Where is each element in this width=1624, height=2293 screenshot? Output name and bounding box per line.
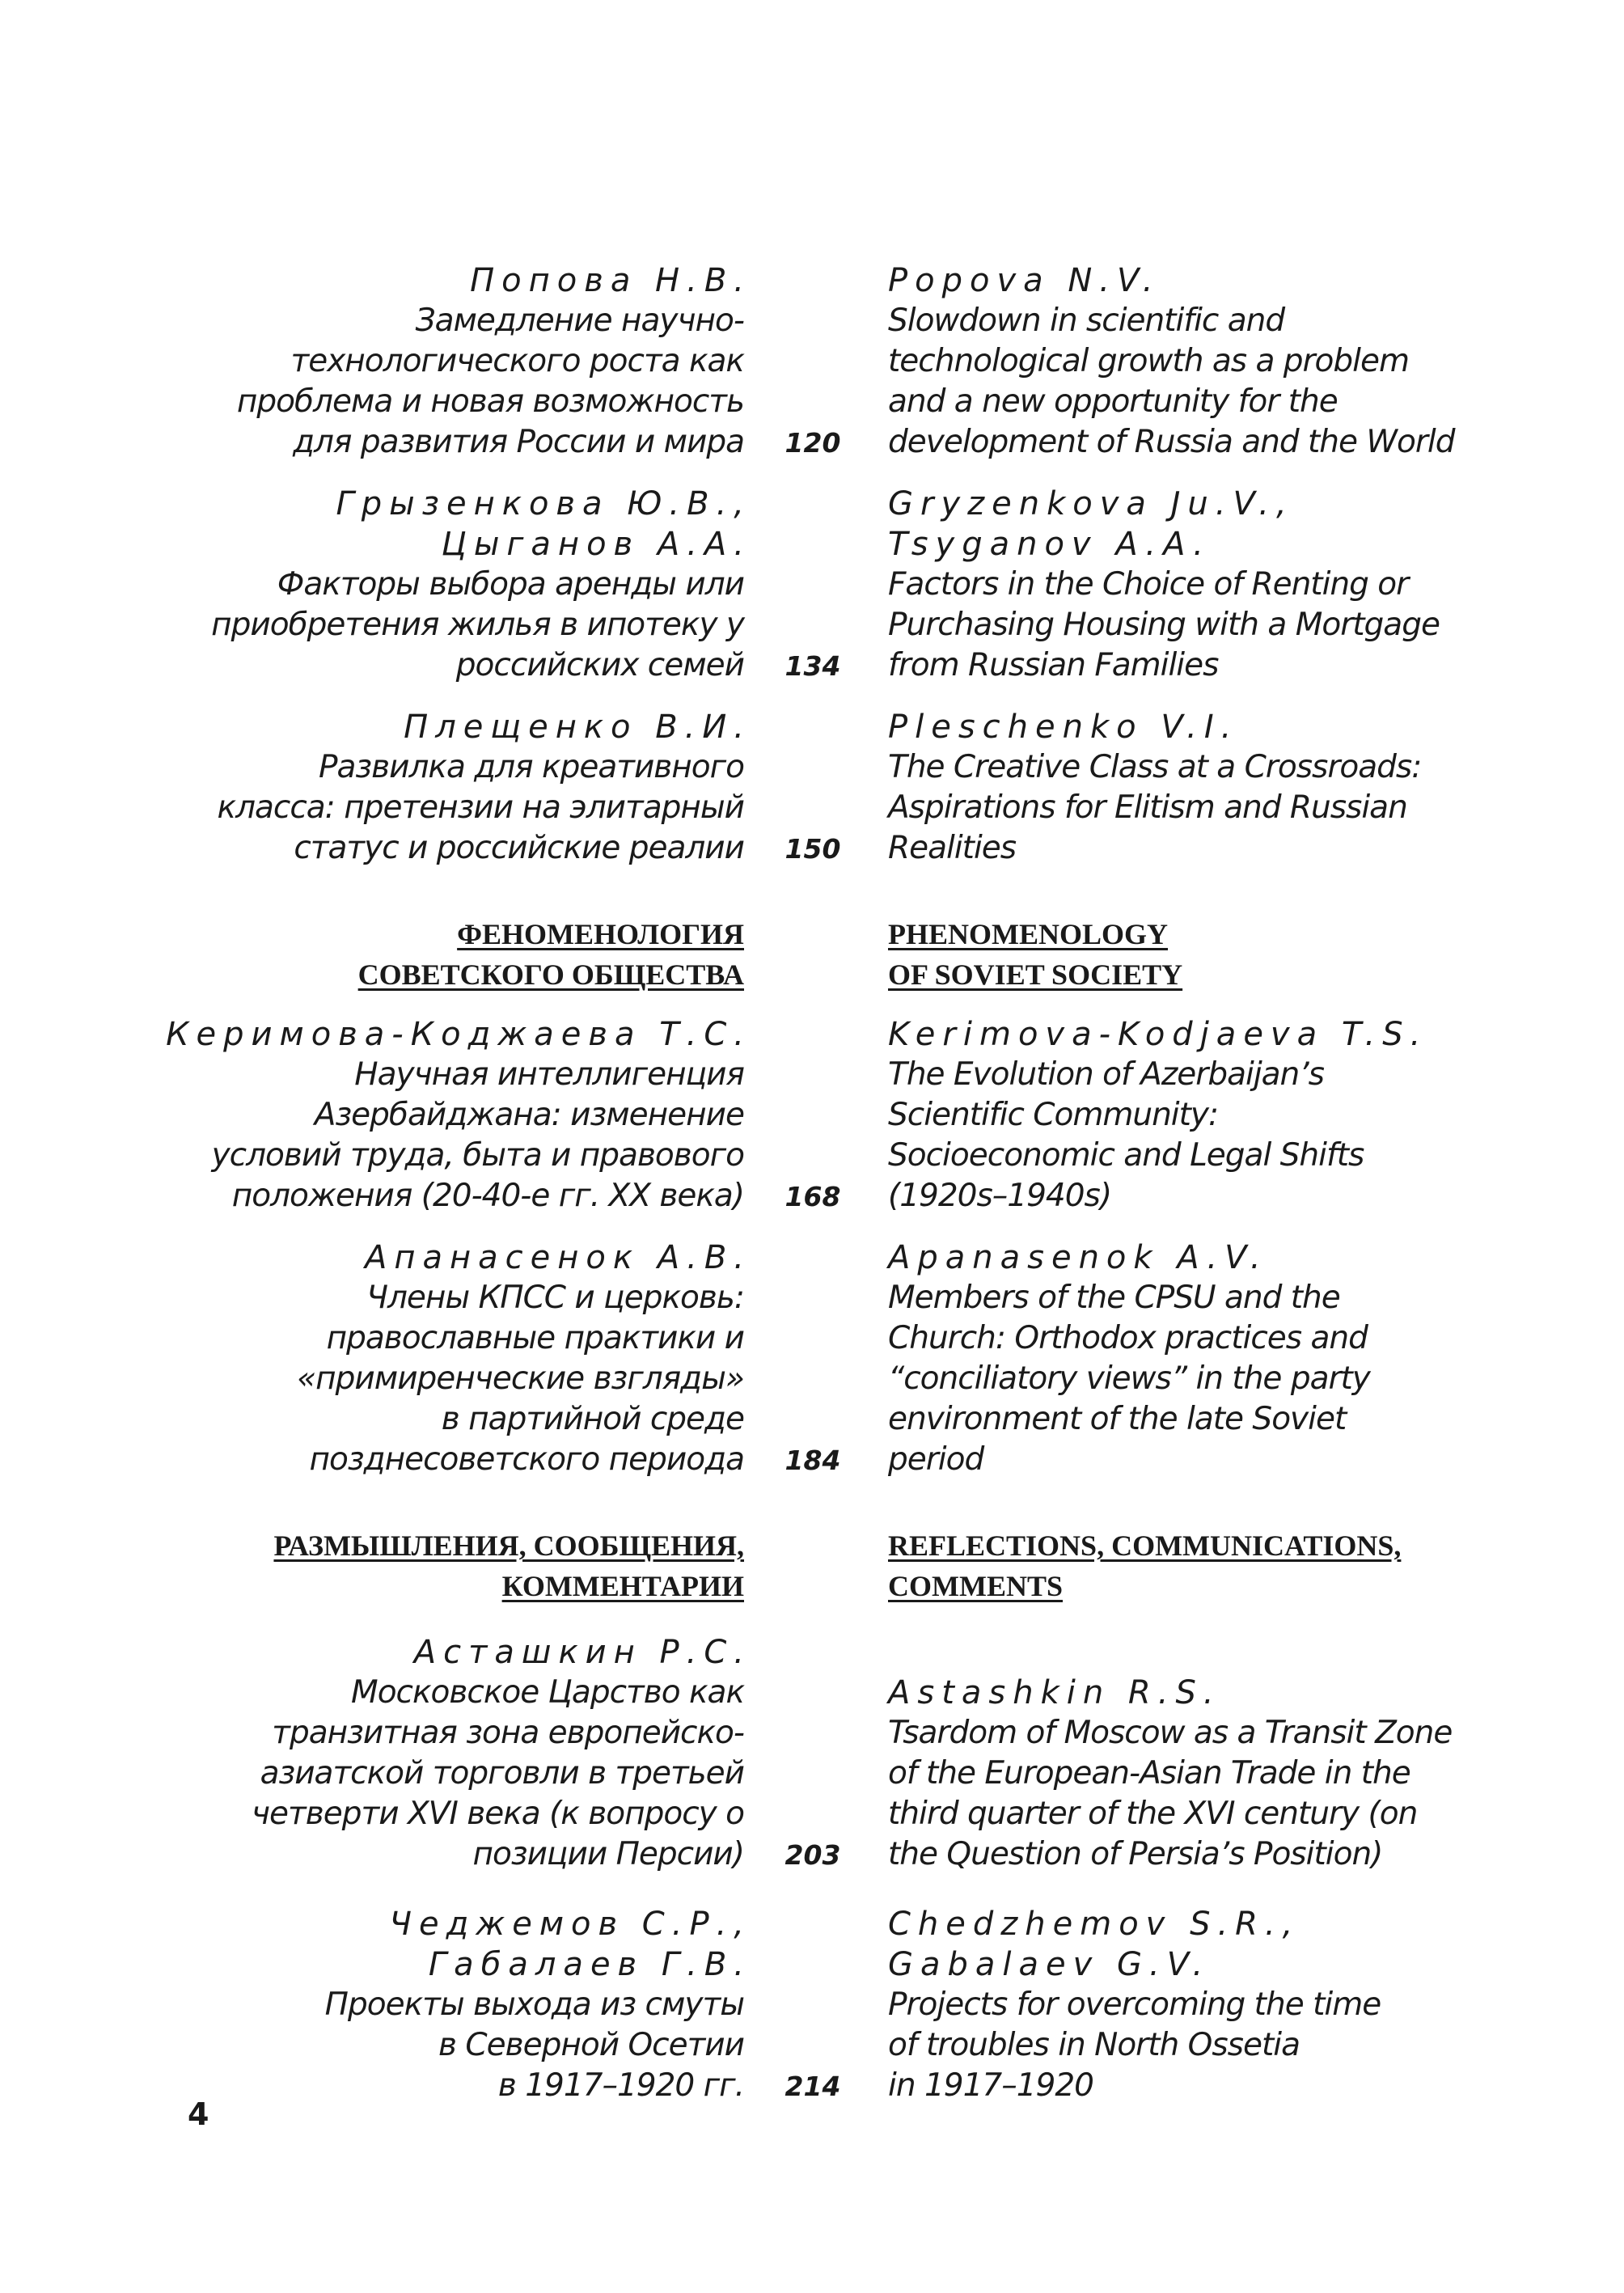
entry-title-ru: позднесоветского периода [309,1441,744,1478]
entry-title-ru: транзитная зона европейско- [272,1715,744,1751]
entry-title-ru: Проекты выхода из смуты [324,1986,744,2023]
entry-title-en: and a new opportunity for the [888,383,1338,420]
entry-title-ru: условий труда, быта и правового [211,1137,744,1174]
section-heading-line: РАЗМЫШЛЕНИЯ, СООБЩЕНИЯ, [273,1529,744,1562]
section-heading-line: OF SOVIET SOCIETY [888,958,1183,991]
entry-page-number: 150 [785,833,841,865]
page-number: 4 [188,2096,209,2132]
entry-author-ru: Апанасенок А.В. [364,1239,751,1276]
entry-author-ru: Плещенко В.И. [404,709,751,746]
entry-title-en: Projects for overcoming the time [888,1986,1381,2023]
entry-page-number: 120 [785,427,841,459]
section-heading-en [888,914,1567,995]
entry-page-number: 168 [785,1181,841,1212]
toc-entry-ru [146,260,751,463]
section-heading-ru [146,1525,744,1606]
entry-title-ru: в партийной среде [441,1401,744,1437]
entry-title-en: Aspirations for Elitism and Russian [888,789,1407,826]
entry-title-en: the Question of Persia’s Position) [888,1836,1383,1872]
entry-author-en: Kerimova-Kodjaeva T.S. [888,1016,1428,1053]
section-heading-line: КОММЕНТАРИИ [501,1570,744,1602]
entry-title-ru: Факторы выбора аренды или [277,566,744,603]
entry-page-number: 134 [785,650,841,682]
entry-title-ru: позиции Персии) [472,1836,744,1872]
entry-title-ru: Азербайджана: изменение [314,1097,744,1133]
entry-title-en: “conciliatory views” in the party [888,1360,1370,1397]
entry-title-en: Realities [888,830,1017,866]
toc-entry-ru [146,1014,751,1216]
entry-author-en: Chedzhemov S.R., [888,1906,1300,1943]
toc-entry-en [888,260,1567,463]
entry-title-ru: «примиренческие взгляды» [297,1360,744,1397]
entry-title-en: The Creative Class at a Crossroads: [888,749,1422,785]
entry-title-en: Tsardom of Moscow as a Transit Zone [888,1715,1453,1751]
entry-title-ru: статус и российские реалии [294,830,744,866]
toc-entry-en [888,707,1567,869]
toc-entry-en [888,484,1567,686]
toc-entry-ru [146,1904,751,2106]
entry-title-ru: класса: претензии на элитарный [217,789,744,826]
entry-page-number: 203 [785,1839,841,1871]
entry-title-ru: Московское Царство как [351,1674,744,1711]
entry-title-en: of troubles in North Ossetia [888,2027,1300,2063]
entry-title-ru: российских семей [455,647,744,683]
entry-title-en: Slowdown in scientific and [888,302,1285,339]
entry-title-ru: Развилка для креативного [319,749,744,785]
section-heading-line: COMMENTS [888,1570,1063,1602]
entry-title-en: technological growth as a problem [888,343,1409,379]
entry-title-en: of the European-Asian Trade in the [888,1755,1410,1792]
entry-author-ru: Чеджемов С.Р., [389,1906,751,1943]
entry-title-ru: православные практики и [326,1320,744,1356]
entry-title-en: development of Russia and the World [888,424,1455,460]
toc-entry-en [888,1014,1567,1216]
section-heading-line: PHENOMENOLOGY [888,918,1169,950]
section-heading-line: ФЕНОМЕНОЛОГИЯ [457,918,744,950]
entry-author-en: Astashkin R.S. [888,1674,1221,1711]
entry-title-en: period [888,1441,984,1478]
entry-title-en: Socioeconomic and Legal Shifts [888,1137,1364,1174]
entry-title-ru: Члены КПСС и церковь: [366,1280,744,1316]
entry-title-en: environment of the late Soviet [888,1401,1347,1437]
entry-title-ru: четверти XVI века (к вопросу о [252,1796,744,1832]
entry-title-ru: проблема и новая возможность [236,383,744,420]
entry-title-en: Purchasing Housing with a Mortgage [888,607,1440,643]
entry-title-en: Factors in the Choice of Renting or [888,566,1409,603]
entry-title-en: (1920s–1940s) [888,1178,1112,1214]
entry-title-en: in 1917–1920 [888,2067,1093,2104]
entry-author-en: Pleschenko V.I. [888,709,1239,746]
toc-entry-ru [146,484,751,686]
entry-title-en: Members of the CPSU and the [888,1280,1340,1316]
entry-author-en: Gabalaev G.V. [888,1946,1211,1983]
entry-author-en: Popova N.V. [888,262,1161,299]
entry-author-en: Gryzenkova Ju.V., [888,485,1294,522]
entry-title-ru: технологического роста как [290,343,744,379]
entry-title-ru: для развития России и мира [293,424,744,460]
toc-entry-en [888,1237,1567,1480]
entry-title-ru: Научная интеллигенция [354,1056,744,1093]
entry-title-en: Scientific Community: [888,1097,1219,1133]
toc-entry-ru [146,1632,751,1875]
entry-author-ru: Цыганов А.А. [441,526,751,563]
entry-title-en: from Russian Families [888,647,1219,683]
entry-page-number: 214 [785,2071,841,2102]
section-heading-line: REFLECTIONS, COMMUNICATIONS, [888,1529,1402,1562]
entry-author-ru: Попова Н.В. [470,262,751,299]
entry-title-en: The Evolution of Azerbaijan’s [888,1056,1324,1093]
entry-page-number: 184 [785,1445,841,1476]
entry-title-ru: азиатской торговли в третьей [260,1755,744,1792]
entry-author-ru: Асташкин Р.С. [413,1634,751,1671]
entry-title-ru: в Северной Осетии [438,2027,744,2063]
toc-entry-en [888,1904,1567,2106]
entry-author-ru: Грызенкова Ю.В., [336,485,751,522]
section-heading-line: СОВЕТСКОГО ОБЩЕСТВА [357,958,744,991]
entry-author-ru: Габалаев Г.В. [428,1946,751,1983]
entry-title-ru: Замедление научно- [415,302,744,339]
entry-title-ru: приобретения жилья в ипотеку у [211,607,744,643]
entry-title-ru: положения (20-40-е гг. XX века) [231,1178,744,1214]
entry-author-ru: Керимова-Коджаева Т.С. [166,1016,751,1053]
entry-title-en: third quarter of the XVI century (on [888,1796,1418,1832]
section-heading-en [888,1525,1567,1606]
toc-entry-ru [146,1237,751,1480]
toc-entry-en [888,1673,1567,1875]
section-heading-ru [146,914,744,995]
entry-author-en: Tsyganov A.A. [888,526,1211,563]
toc-entry-ru [146,707,751,869]
entry-author-en: Apanasenok A.V. [888,1239,1268,1276]
entry-title-ru: в 1917–1920 гг. [497,2067,744,2104]
entry-title-en: Church: Orthodox practices and [888,1320,1368,1356]
